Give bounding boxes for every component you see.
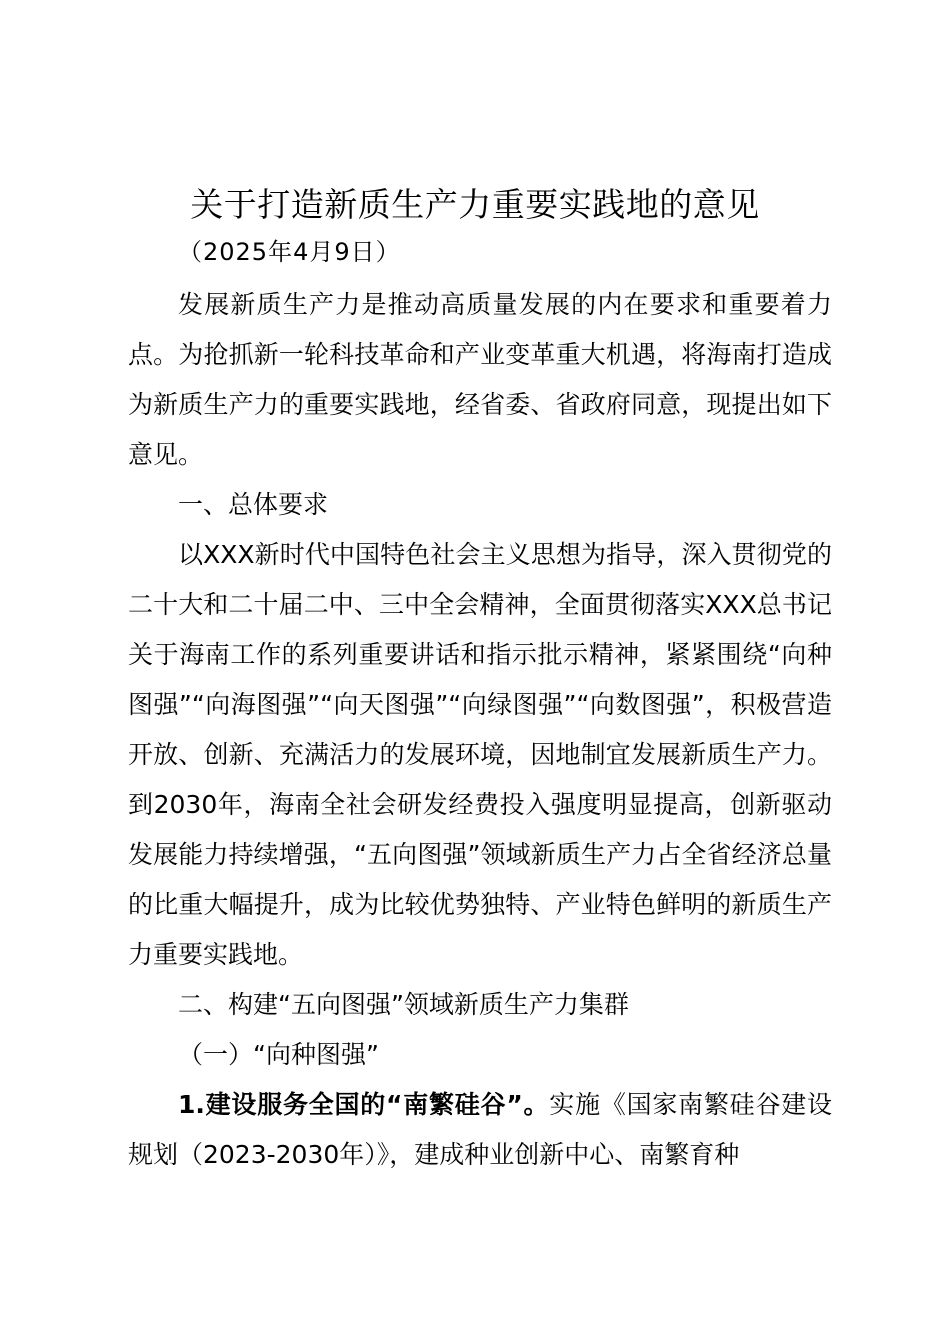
item-1-lead: 1.建设服务全国的“南繁硅谷”。	[178, 1090, 550, 1119]
section-1-heading: 一、总体要求	[178, 490, 329, 519]
document-title: 关于打造新质生产力重要实践地的意见	[190, 185, 760, 224]
item-1-body: 实施《国家南繁硅谷建设规划（2023-2030年）》，建成种业创新中心、南繁育种	[128, 1090, 832, 1169]
document-body	[128, 280, 832, 1180]
intro-paragraph: 发展新质生产力是推动高质量发展的内在要求和重要着力点。为抢抓新一轮科技革命和产业变革重大机遇，将海南打造成为新质生产力的重要实践地，经省委、省政府同意，现提出如下意见。	[128, 290, 832, 469]
section-2-heading: 二、构建“五向图强”领域新质生产力集群	[178, 990, 629, 1019]
document-date: （2025年4月9日）	[178, 238, 401, 266]
item-1-paragraph	[128, 1080, 832, 1180]
subsection-1-heading: （一）“向种图强”	[178, 1040, 379, 1069]
section-1-paragraph: 以XXX新时代中国特色社会主义思想为指导，深入贯彻党的二十大和二十届二中、三中全会精神，全面贯彻落实XXX总书记关于海南工作的系列重要讲话和指示批示精神，紧紧围绕“向种图强”“向海图强”“向天图强”“向绿图强”“向数图强”，积极营造开放、创新、充满活力的发展环境，因地制宜发展新质生产力。到2030年，海南全社会研发经费投入强度明显提高，创新驱动发展能力持续增强，“五向图强”领域新质生产力占全省经济总量的比重大幅提升，成为比较优势独特、产业特色鲜明的新质生产力重要实践地。	[128, 540, 832, 969]
